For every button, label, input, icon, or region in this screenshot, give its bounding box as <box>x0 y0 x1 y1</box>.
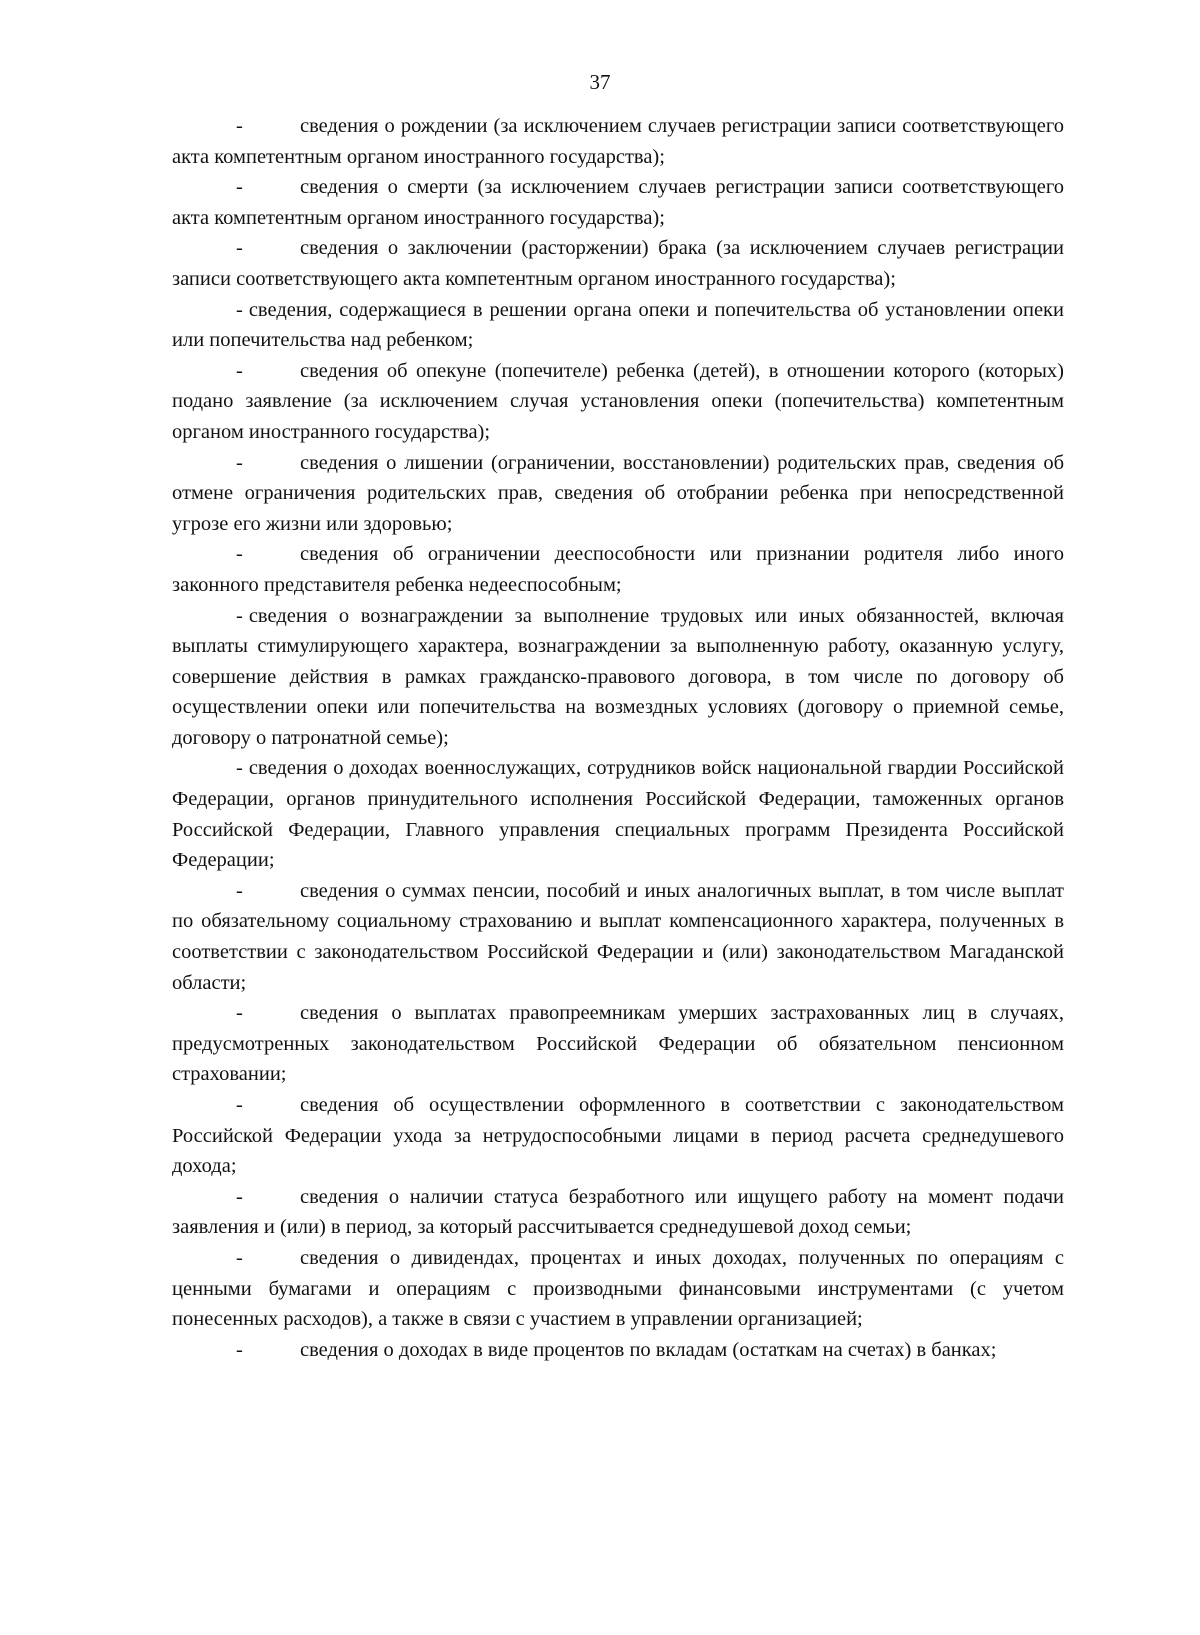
list-item <box>172 172 1064 233</box>
list-item <box>172 601 1064 754</box>
list-dash: - <box>236 879 243 902</box>
list-item <box>172 539 1064 600</box>
list-item <box>172 448 1064 540</box>
list-item-text: сведения о выплатах правопреемникам умерших застрахованных лиц в случаях, предусмотренных законодательством Российской Федерации об обязательном пенсионном страховании; <box>172 1002 1064 1086</box>
list-item <box>172 1335 1064 1366</box>
list-dash: - <box>236 1338 243 1361</box>
list-dash: - <box>236 115 243 137</box>
list-item <box>172 295 1064 356</box>
list-dash: - <box>236 1185 243 1208</box>
list-item-text: сведения о вознаграждении за выполнение трудовых или иных обязанностей, включая выплаты стимулирующего характера, вознаграждении за выполненную работу, оказанную услугу, совершение действия в рамках гражданско-правового договора, в том числе по договору об осуществлении опеки или попечительства на возмездных условиях (договору о приемной семье, договору о патронатной семье); <box>172 604 1064 749</box>
list-item <box>172 1243 1064 1335</box>
list-item-text: сведения о лишении (ограничении, восстановлении) родительских прав, сведения об отмене ограничения родительских прав, сведения об отобрании ребенка при непосредственной угрозе его жизни или здоровью; <box>172 451 1064 535</box>
list-dash: - <box>236 757 243 780</box>
list-item <box>172 1182 1064 1243</box>
list-item-text: сведения об опекуне (попечителе) ребенка (детей), в отношении которого (которых) подано заявление (за исключением случая установления опеки (попечительства) компетентным органом иностранного государства); <box>172 359 1064 443</box>
list-dash: - <box>236 604 243 627</box>
list-dash: - <box>236 1002 243 1025</box>
document-body <box>172 111 1064 1365</box>
list-dash: - <box>236 359 243 382</box>
list-item-text: сведения о доходах в виде процентов по вкладам (остаткам на счетах) в банках; <box>300 1338 997 1361</box>
list-item-text: сведения о доходах военнослужащих, сотрудников войск национальной гвардии Российской Федерации, органов принудительного исполнения Российской Федерации, таможенных органов Российской Федерации, Главного управления специальных программ Президента Российской Федерации; <box>172 757 1064 872</box>
list-item <box>172 876 1064 998</box>
list-dash: - <box>236 543 243 566</box>
list-dash: - <box>236 176 243 199</box>
list-item-text: сведения о заключении (расторжении) брака (за исключением случаев регистрации записи соответствующего акта компетентным органом иностранного государства); <box>172 237 1064 290</box>
list-dash: - <box>236 237 243 260</box>
list-item <box>172 111 1064 172</box>
list-item-text: сведения о наличии статуса безработного или ищущего работу на момент подачи заявления и (или) в период, за который рассчитывается среднедушевой доход семьи; <box>172 1185 1064 1239</box>
list-dash: - <box>236 451 243 474</box>
list-item-text: сведения, содержащиеся в решении органа опеки и попечительства об установлении опеки или попечительства над ребенком; <box>172 298 1064 352</box>
page-number: 37 <box>589 70 611 94</box>
list-item <box>172 998 1064 1090</box>
list-dash: - <box>236 298 243 321</box>
list-dash: - <box>236 1094 243 1116</box>
list-item-text: сведения о дивидендах, процентах и иных доходах, полученных по операциям с ценными бумагами и операциям с производными финансовыми инструментами (с учетом понесенных расходов), а также в связи с участием в управлении организацией; <box>172 1246 1064 1331</box>
list-item-text: сведения о суммах пенсии, пособий и иных аналогичных выплат, в том числе выплат по обязательному социальному страхованию и выплат компенсационного характера, полученных в соответствии с законодательством Российской Федерации и (или) законодательством Магаданской области; <box>172 879 1064 994</box>
list-item-text: сведения о смерти (за исключением случаев регистрации записи соответствующего акта компетентным органом иностранного государства); <box>172 176 1064 229</box>
list-item-text: сведения об осуществлении оформленного в соответствии с законодательством Российской Федерации ухода за нетрудоспособными лицами в период расчета среднедушевого дохода; <box>172 1094 1064 1178</box>
list-dash: - <box>236 1246 243 1269</box>
list-item <box>172 233 1064 294</box>
list-item-text: сведения об ограничении дееспособности или признании родителя либо иного законного представителя ребенка недееспособным; <box>172 543 1064 596</box>
list-item-text: сведения о рождении (за исключением случаев регистрации записи соответствующего акта компетентным органом иностранного государства); <box>172 115 1064 168</box>
list-item <box>172 356 1064 448</box>
list-item <box>172 753 1064 875</box>
list-item <box>172 1090 1064 1182</box>
